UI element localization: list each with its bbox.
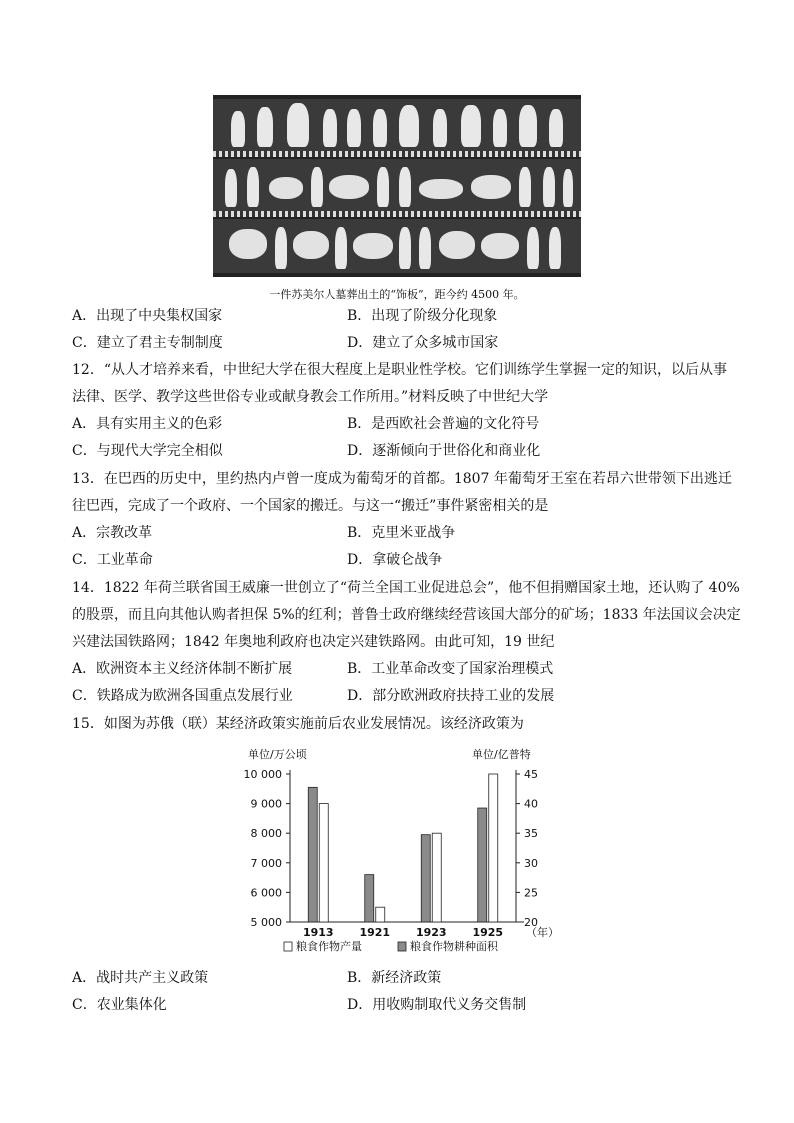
q15-option-c[interactable]: C．农业集体化 — [72, 997, 167, 1013]
x-tick-label: 1921 — [359, 926, 391, 939]
q14-option-d[interactable]: D．部分欧洲政府扶持工业的发展 — [347, 688, 555, 704]
right-tick-label: 20 — [524, 916, 538, 929]
q15-option-d[interactable]: D．用收购制取代义务交售制 — [347, 997, 527, 1013]
right-tick-label: 40 — [524, 797, 538, 811]
left-tick-label: 9 000 — [250, 797, 282, 811]
bar-area-1921 — [365, 875, 374, 922]
bar-area-1923 — [421, 835, 430, 922]
q14-option-b[interactable]: B．工业革命改变了国家治理模式 — [347, 661, 554, 677]
x-tick-label: 1925 — [472, 926, 504, 939]
q14-option-a[interactable]: A．欧洲资本主义经济体制不断扩展 — [72, 661, 293, 677]
bar-area-1925 — [478, 808, 487, 922]
q13-stem-line-2: 往巴西，完成了一个政府、一个国家的搬迁。与这一“搬迁”事件紧密相关的是 — [72, 498, 549, 514]
q15-option-b[interactable]: B．新经济政策 — [347, 970, 442, 986]
left-axis-label: 单位/万公顷 — [248, 748, 307, 761]
q12-stem-line-1: 12．“从人才培养来看，中世纪大学在很大程度上是职业性学校。它们训练学生掌握一定的知识，以后从事 — [72, 362, 727, 378]
q13-option-c[interactable]: C．工业革命 — [72, 552, 153, 568]
q12-option-c[interactable]: C．与现代大学完全相似 — [72, 443, 223, 459]
x-tick-label: 1913 — [302, 926, 334, 939]
left-tick-label: 10 000 — [243, 768, 282, 781]
q14-stem-line-2: 的股票，而且向其他认购者担保 5%的红利；普鲁士政府继续经营该国大部分的矿场；1833 年法国议会决定 — [72, 607, 741, 623]
legend-swatch-area — [398, 942, 406, 951]
bar-area-1913 — [308, 787, 317, 922]
image-caption: 一件苏美尔人墓葬出土的“饰板”，距今约 4500 年。 — [269, 288, 525, 301]
bar-output-1921 — [376, 907, 385, 922]
right-tick-label: 30 — [524, 856, 538, 870]
x-axis-unit: （年） — [526, 926, 559, 939]
q12-option-b[interactable]: B．是西欧社会普遍的文化符号 — [347, 416, 540, 432]
left-tick-label: 5 000 — [250, 916, 282, 929]
q15-option-a[interactable]: A．战时共产主义政策 — [72, 970, 209, 986]
left-tick-label: 6 000 — [250, 886, 282, 900]
bar-output-1923 — [432, 833, 441, 922]
legend-label-output: 粮食作物产量 — [296, 940, 362, 953]
bar-output-1913 — [319, 804, 328, 922]
bar-output-1925 — [489, 774, 498, 922]
q11-option-c[interactable]: C．建立了君主专制制度 — [72, 335, 223, 351]
q13-option-b[interactable]: B．克里米亚战争 — [347, 525, 456, 541]
q15-stem: 15．如图为苏俄（联）某经济政策实施前后农业发展情况。该经济政策为 — [72, 716, 524, 732]
x-tick-label: 1923 — [415, 926, 447, 939]
q12-option-a[interactable]: A．具有实用主义的色彩 — [72, 416, 223, 432]
chart-bars — [308, 774, 498, 922]
q14-stem-line-3: 兴建法国铁路网；1842 年奥地利政府也决定兴建铁路网。由此可知，19 世纪 — [72, 634, 555, 650]
sumerian-plate-image — [213, 95, 581, 277]
q11-option-a[interactable]: A．出现了中央集权国家 — [72, 308, 223, 324]
right-tick-label: 25 — [524, 886, 538, 900]
left-tick-label: 7 000 — [250, 856, 282, 870]
q13-option-a[interactable]: A．宗教改革 — [72, 525, 153, 541]
right-tick-label: 45 — [524, 768, 538, 781]
legend-swatch-output — [284, 942, 292, 951]
q13-option-d[interactable]: D．拿破仑战争 — [347, 552, 443, 568]
q11-option-d[interactable]: D．建立了众多城市国家 — [347, 335, 499, 351]
q11-option-b[interactable]: B．出现了阶级分化现象 — [347, 308, 498, 324]
right-tick-label: 35 — [524, 827, 538, 841]
q14-stem-line-1: 14．1822 年荷兰联省国王威廉一世创立了“荷兰全国工业促进总会”，他不但捐赠国家土地，还认购了 40% — [72, 580, 740, 596]
q13-stem-line-1: 13．在巴西的历史中，里约热内卢曾一度成为葡萄牙的首都。1807 年葡萄牙王室在若昂六世带领下出逃迁 — [72, 471, 732, 487]
legend-label-area: 粮食作物耕种面积 — [410, 940, 498, 953]
left-tick-label: 8 000 — [250, 827, 282, 841]
q14-option-c[interactable]: C．铁路成为欧洲各国重点发展行业 — [72, 688, 293, 704]
q12-option-d[interactable]: D．逐渐倾向于世俗化和商业化 — [347, 443, 541, 459]
right-axis-label: 单位/亿普特 — [472, 748, 531, 761]
q12-stem-line-2: 法律、医学、教学这些世俗专业或献身教会工作所用。”材料反映了中世纪大学 — [72, 389, 549, 405]
agriculture-bar-chart — [226, 742, 562, 964]
